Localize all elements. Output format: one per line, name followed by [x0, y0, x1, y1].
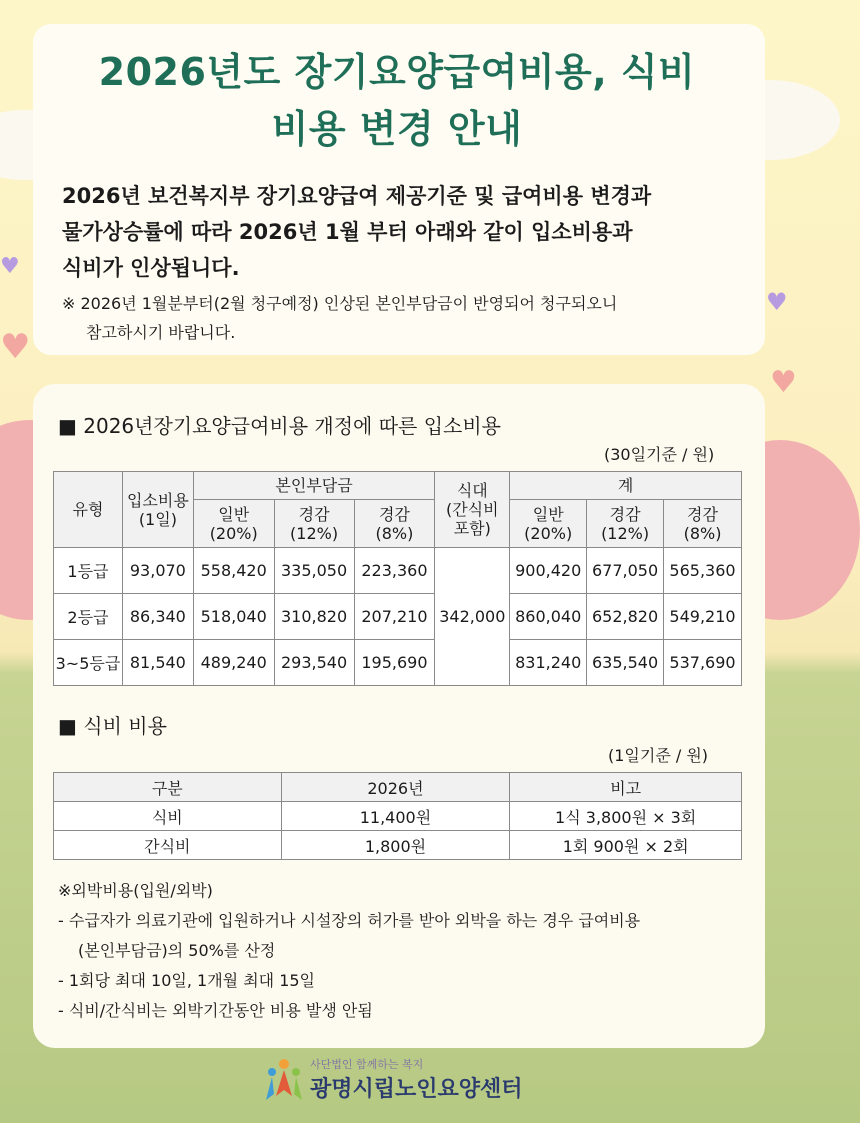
meal-cost-cell: 342,000	[435, 548, 510, 686]
note-line: - 수급자가 의료기관에 입원하거나 시설장의 허가를 받아 외박을 하는 경우 급여비용	[58, 911, 641, 930]
meal-cost-unit: (1일기준 / 원)	[608, 746, 709, 765]
amount-cell: 1,800원	[281, 831, 510, 860]
intro-line: 물가상승률에 따라 2026년 1월 부터 아래와 같이 입소비용과	[62, 220, 633, 244]
page-title	[0, 44, 794, 158]
total-reduced12-cell: 652,820	[587, 594, 664, 640]
copay-general-cell: 558,420	[193, 548, 274, 594]
total-reduced12-cell: 677,050	[587, 548, 664, 594]
admission-cost-unit: (30일기준 / 원)	[604, 445, 715, 464]
meal-cost-heading: ■ 식비 비용	[58, 714, 167, 738]
header-type: 유형	[54, 472, 123, 548]
copay-reduced8-cell: 207,210	[354, 594, 435, 640]
billing-note	[62, 289, 782, 347]
header-general: 일반 (20%)	[510, 500, 587, 548]
intro-line: 식비가 인상됩니다.	[62, 256, 240, 280]
copay-general-cell: 489,240	[193, 640, 274, 686]
heart-icon: ♥	[766, 288, 788, 316]
remark-cell: 1식 3,800원 × 3회	[510, 802, 742, 831]
logo-subtitle: 사단법인 함께하는 복지	[310, 1058, 424, 1071]
header-category: 구분	[54, 773, 282, 802]
total-general-cell: 860,040	[510, 594, 587, 640]
header-reduced-8: 경감 (8%)	[354, 500, 435, 548]
header-general: 일반 (20%)	[193, 500, 274, 548]
total-general-cell: 831,240	[510, 640, 587, 686]
heart-icon: ♥	[0, 254, 20, 279]
header-remark: 비고	[510, 773, 742, 802]
total-reduced12-cell: 635,540	[587, 640, 664, 686]
daily-cost-cell: 81,540	[122, 640, 193, 686]
center-logo	[262, 1054, 542, 1110]
overnight-cost-note	[58, 876, 640, 1026]
grade-cell: 2등급	[54, 594, 123, 640]
total-reduced8-cell: 549,210	[664, 594, 742, 640]
daily-cost-cell: 86,340	[122, 594, 193, 640]
header-daily-cost: 입소비용 (1일)	[122, 472, 193, 548]
table-row	[54, 548, 742, 594]
table-row	[54, 594, 742, 640]
people-emblem-icon	[262, 1056, 306, 1106]
note-line: - 1회당 최대 10일, 1개월 최대 15일	[58, 971, 316, 990]
note-line: 참고하시기 바랍니다.	[86, 323, 236, 342]
page-title-line1: 2026년도 장기요양급여비용, 식비	[98, 50, 696, 94]
admission-cost-table	[53, 471, 742, 686]
remark-cell: 1회 900원 × 2회	[510, 831, 742, 860]
grade-cell: 3~5등급	[54, 640, 123, 686]
daily-cost-cell: 93,070	[122, 548, 193, 594]
copay-reduced12-cell: 335,050	[274, 548, 354, 594]
header-reduced-12: 경감 (12%)	[274, 500, 354, 548]
copay-general-cell: 518,040	[193, 594, 274, 640]
category-cell: 간식비	[54, 831, 282, 860]
category-cell: 식비	[54, 802, 282, 831]
copay-reduced12-cell: 310,820	[274, 594, 354, 640]
note-line: (본인부담금)의 50%를 산정	[78, 941, 276, 960]
logo-name: 광명시립노인요양센터	[310, 1077, 523, 1102]
header-reduced-8: 경감 (8%)	[664, 500, 742, 548]
page-title-line2: 비용 변경 안내	[271, 107, 523, 151]
heart-icon: ♥	[770, 365, 797, 400]
table-row	[54, 831, 742, 860]
total-general-cell: 900,420	[510, 548, 587, 594]
admission-cost-heading: ■ 2026년장기요양급여비용 개정에 따른 입소비용	[58, 414, 501, 438]
heart-icon: ♥	[0, 327, 31, 367]
copay-reduced8-cell: 223,360	[354, 548, 435, 594]
table-row	[54, 802, 742, 831]
note-line: - 식비/간식비는 외박기간동안 비용 발생 안됨	[58, 1001, 373, 1020]
grade-cell: 1등급	[54, 548, 123, 594]
amount-cell: 11,400원	[281, 802, 510, 831]
copay-reduced12-cell: 293,540	[274, 640, 354, 686]
note-title: ※외박비용(입원/외박)	[58, 881, 213, 900]
note-line: ※ 2026년 1월분부터(2월 청구예정) 인상된 본인부담금이 반영되어 청구되오니	[62, 294, 618, 313]
copay-reduced8-cell: 195,690	[354, 640, 435, 686]
header-year: 2026년	[281, 773, 510, 802]
table-row	[54, 640, 742, 686]
header-copay: 본인부담금	[193, 472, 435, 500]
intro-line: 2026년 보건복지부 장기요양급여 제공기준 및 급여비용 변경과	[62, 184, 652, 208]
meal-cost-table	[53, 772, 742, 860]
total-reduced8-cell: 565,360	[664, 548, 742, 594]
total-reduced8-cell: 537,690	[664, 640, 742, 686]
intro-paragraph	[62, 178, 742, 286]
header-total: 계	[510, 472, 742, 500]
header-reduced-12: 경감 (12%)	[587, 500, 664, 548]
header-meal: 식대 (간식비 포함)	[435, 472, 510, 548]
